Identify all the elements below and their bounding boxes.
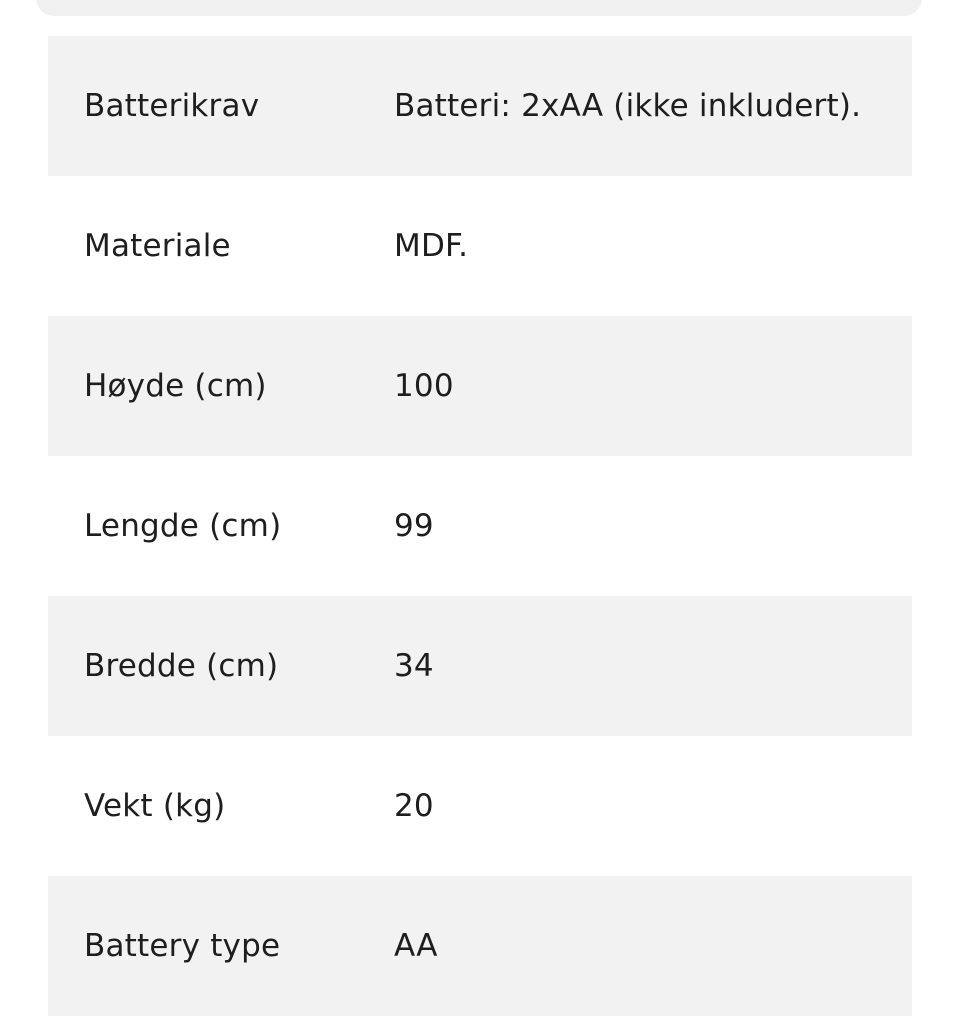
spec-label: Materiale	[84, 227, 231, 264]
spec-label: Vekt (kg)	[84, 787, 226, 824]
spec-label: Battery type	[84, 927, 281, 964]
spec-value: Batteri: 2xAA (ikke inkludert).	[394, 87, 862, 124]
spec-value: 34	[394, 647, 434, 684]
spec-label: Batterikrav	[84, 87, 260, 124]
spec-row-material	[48, 176, 912, 316]
spec-row-height	[48, 316, 912, 456]
spec-value: MDF.	[394, 227, 469, 264]
spec-value: AA	[394, 927, 438, 964]
spec-value: 20	[394, 787, 434, 824]
spec-value: 100	[394, 367, 454, 404]
spec-row-length	[48, 456, 912, 596]
spec-label: Bredde (cm)	[84, 647, 279, 684]
product-spec-table	[48, 36, 912, 1016]
spec-row-battery-requirement	[48, 36, 912, 176]
previous-section-card	[36, 0, 922, 16]
spec-label: Lengde (cm)	[84, 507, 282, 544]
spec-value: 99	[394, 507, 434, 544]
spec-label: Høyde (cm)	[84, 367, 267, 404]
spec-row-weight	[48, 736, 912, 876]
spec-row-battery-type	[48, 876, 912, 1016]
spec-row-width	[48, 596, 912, 736]
